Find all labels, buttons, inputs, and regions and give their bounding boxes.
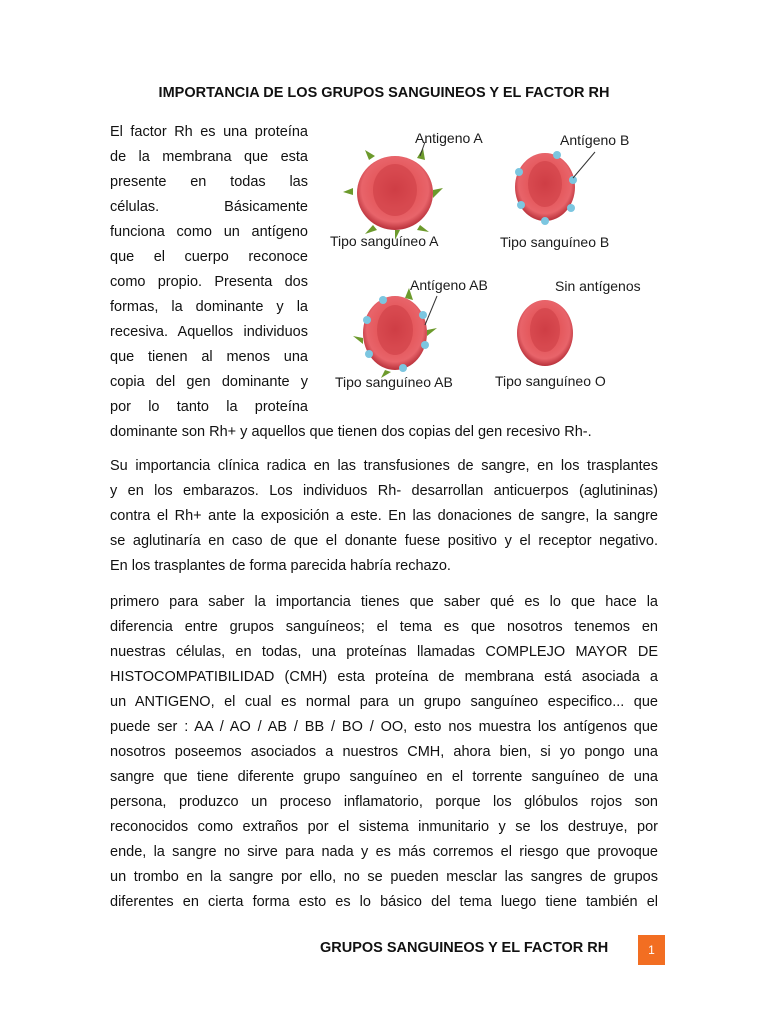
label-no-antigen: Sin antígenos (555, 278, 641, 294)
paragraph-line: nuestras células, en todas, una proteínas llamadas COMPLEJO MAYOR DE (110, 644, 658, 660)
footer-title: GRUPOS SANGUINEOS Y EL FACTOR RH (320, 940, 609, 956)
intro-line: de la membrana que esta (110, 149, 308, 165)
label-type-b: Tipo sanguíneo B (500, 234, 610, 250)
intro-line: que el cuerpo reconoce (110, 249, 308, 265)
paragraph-line: ende, la sangre no sirve para nada y es más corremos el riesgo que provoque (110, 844, 658, 860)
cell-type-b (515, 151, 595, 225)
paragraph-line: primero para saber la importancia tienes que saber qué es lo que hace la (110, 594, 658, 610)
intro-line: células. Básicamente (110, 199, 308, 215)
paragraph-line: En los trasplantes de forma parecida habría rechazo. (110, 558, 451, 574)
cell-type-a (343, 142, 443, 240)
paragraph-line: diferentes en cierta forma esto es lo básico del tema luego tiene también el (110, 894, 658, 910)
intro-line: copia del gen dominante y (110, 374, 308, 390)
paragraph-line: Su importancia clínica radica en las transfusiones de sangre, en los trasplantes (110, 458, 658, 474)
intro-last-line: dominante son Rh+ y aquellos que tienen dos copias del gen recesivo Rh-. (110, 424, 592, 440)
label-antigen-a: Antigeno A (415, 130, 483, 146)
paragraph-line: contra el Rh+ ante la exposición a este. En las donaciones de sangre, la sangre (110, 508, 658, 524)
intro-line: El factor Rh es una proteína (110, 124, 308, 140)
paragraph-line: y en los embarazos. Los individuos Rh- desarrollan anticuerpos (aglutininas) (110, 483, 658, 499)
paragraph-line: puede ser : AA / AO / AB / BB / BO / OO, esto nos muestra los antígenos que (110, 719, 658, 735)
label-antigen-ab: Antígeno AB (410, 277, 488, 293)
paragraph-line: diferencia entre grupos sanguíneos; el tema es que nosotros tenemos en (110, 619, 658, 635)
intro-line: formas, la dominante y la (110, 299, 308, 315)
intro-line: recesiva. Aquellos individuos (110, 324, 308, 340)
label-type-a: Tipo sanguíneo A (330, 233, 439, 249)
blood-type-figure (325, 120, 655, 400)
intro-line: presente en todas las (110, 174, 308, 190)
blood-cells-illustration (325, 120, 655, 400)
intro-line: por lo tanto la proteína (110, 399, 308, 415)
intro-line: funciona como un antígeno (110, 224, 308, 240)
paragraph-line: se aglutinaría en caso de que el donante fuese positivo y el receptor negativo. (110, 533, 658, 549)
paragraph-line: sangre que tiene diferente grupo sanguíneo en el torrente sanguíneo de una (110, 769, 658, 785)
label-antigen-b: Antígeno B (560, 132, 630, 148)
paragraph-line: nosotros poseemos asociados a nuestros CMH, ahora bien, si yo pongo una (110, 744, 658, 760)
intro-line: como propio. Presenta dos (110, 274, 308, 290)
page-title: IMPORTANCIA DE LOS GRUPOS SANGUINEOS Y EL FACTOR RH (158, 85, 610, 101)
paragraph-explanation (110, 590, 658, 915)
label-type-o: Tipo sanguíneo O (495, 373, 606, 389)
page-number-badge: 1 (638, 935, 665, 965)
cell-type-o (517, 300, 573, 366)
intro-line: que tienen al menos una (110, 349, 308, 365)
label-type-ab: Tipo sanguíneo AB (335, 374, 453, 390)
paragraph-clinical-importance (110, 454, 658, 579)
paragraph-line: un ANTIGENO, el cual es normal para un grupo sanguíneo especifico... que (110, 694, 658, 710)
paragraph-line: reconocidos como extraños por el sistema inmunitario y se los destruye, por (110, 819, 658, 835)
paragraph-line: persona, produzco un proceso inflamatorio, porque los glóbulos rojos son (110, 794, 658, 810)
paragraph-line: HISTOCOMPATIBILIDAD (CMH) esta proteína de membrana está asociada a (110, 669, 658, 685)
cell-type-ab (353, 288, 437, 378)
intro-column (110, 120, 308, 420)
paragraph-line: un trombo en la sangre por ello, no se pueden mesclar las sangres de grupos (110, 869, 658, 885)
